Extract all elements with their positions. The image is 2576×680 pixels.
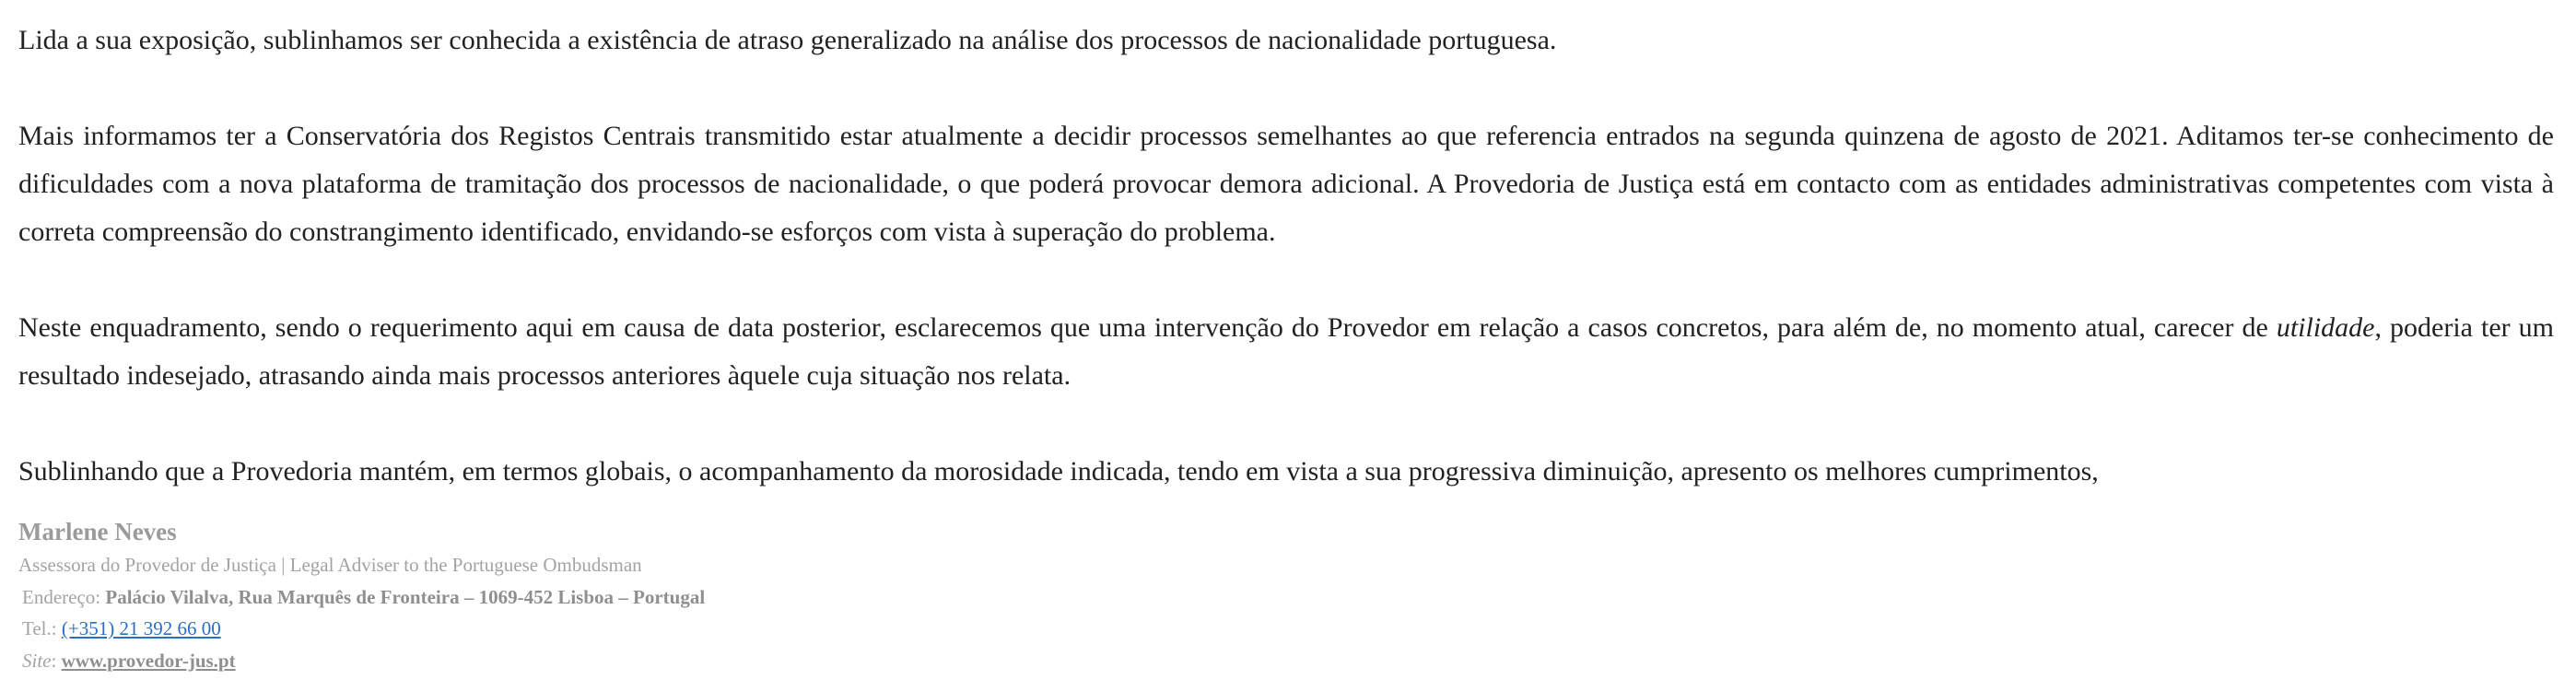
- email-body: [18, 17, 2554, 496]
- signature-address-value: Palácio Vilalva, Rua Marquês de Fronteira – 1069-452 Lisboa – Portugal: [105, 585, 706, 608]
- signature-site: [18, 645, 1308, 677]
- signature-name: Marlene Neves: [18, 518, 177, 545]
- signature-address: [18, 581, 1308, 614]
- signature-address-label: Endereço:: [22, 585, 106, 608]
- paragraph-3-italic-word: utilidade: [2276, 312, 2375, 343]
- signature-phone: [18, 613, 1308, 645]
- paragraph-2: Mais informamos ter a Conservatória dos Registos Centrais transmitido estar atualmente a decidir processos semelhantes ao que referencia entrados na segunda quinzena de agosto de 2021. Aditamos ter-se conhecimento de dificuldades com a nova plataforma de tramitação dos processos de nacionalidade, o que poderá provocar demora adicional. A Provedoria de Justiça está em contacto com as entidades administrativas competentes com vista à correta compreensão do constrangimento identificado, envidando-se esforços com vista à superação do problema.: [18, 121, 2554, 247]
- website-link[interactable]: www.provedor-jus.pt: [61, 649, 236, 672]
- email-signature: [18, 514, 1308, 676]
- signature-site-label: Site: [22, 649, 52, 672]
- phone-link[interactable]: (+351) 21 392 66 00: [61, 617, 221, 639]
- signature-role: Assessora do Provedor de Justiça | Legal Adviser to the Portuguese Ombudsman: [18, 554, 642, 576]
- closing-paragraph: Sublinhando que a Provedoria mantém, em termos globais, o acompanhamento da morosidade indicada, tendo em vista a sua progressiva diminuição, apresento os melhores cumprimentos,: [18, 456, 2099, 487]
- signature-phone-label: Tel.:: [22, 617, 62, 639]
- paragraph-1: Lida a sua exposição, sublinhamos ser conhecida a existência de atraso generalizado na análise dos processos de nacionalidade portuguesa.: [18, 25, 1557, 55]
- paragraph-3-text-start: Neste enquadramento, sendo o requerimento aqui em causa de data posterior, esclarecemos que uma intervenção do Provedor em relação a casos concretos, para além de, no momento atual, carecer de: [18, 312, 2277, 343]
- paragraph-3-text-end: , poderia ter um resultado indesejado, atrasando ainda mais processos anteriores àquele cuja situação nos relata.: [18, 312, 2554, 391]
- signature-site-colon: :: [51, 649, 62, 672]
- paragraph-3: [18, 304, 2554, 400]
